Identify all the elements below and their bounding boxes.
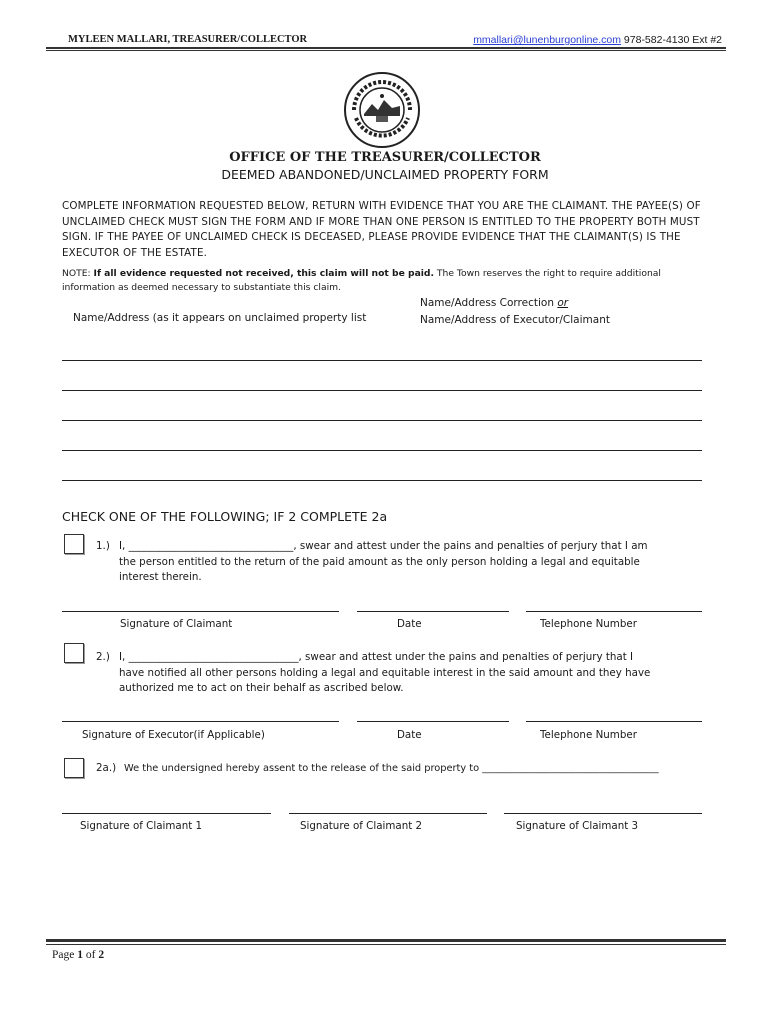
option-2-checkbox[interactable] [64, 643, 84, 663]
correction-label-text: Name/Address Correction [420, 297, 558, 309]
option-1-number: 1.) [96, 540, 110, 552]
check-one-heading: CHECK ONE OF THE FOLLOWING; IF 2 COMPLETE 2a [62, 509, 388, 524]
page-of: of [82, 949, 99, 961]
page-indicator [52, 949, 104, 961]
treasurer-name: MYLEEN MALLARI, TREASURER/COLLECTOR [68, 34, 308, 45]
date-line-1[interactable] [357, 611, 509, 612]
name-address-label: Name/Address (as it appears on unclaimed property list [73, 312, 367, 324]
date-label-1: Date [397, 618, 422, 630]
telephone-line-2[interactable] [526, 721, 702, 722]
option-1-text [119, 539, 719, 586]
or-text: or [557, 297, 569, 309]
claimant-signature-line[interactable] [62, 611, 339, 612]
date-label-2: Date [397, 729, 422, 741]
option-2-line-2: have notified all other persons holding a legal and equitable interest in the said amount and they have [119, 666, 651, 679]
office-title: OFFICE OF THE TREASURER/COLLECTOR [229, 150, 541, 165]
claimant-2-signature-line[interactable] [289, 813, 487, 814]
claimant-3-signature-line[interactable] [504, 813, 702, 814]
claimant-1-signature-line[interactable] [62, 813, 271, 814]
page-number: 1 [77, 949, 83, 961]
option-1-line-3: interest therein. [119, 571, 202, 583]
executor-label: Name/Address of Executor/Claimant [420, 313, 610, 326]
contact-info [473, 34, 722, 46]
signature-of-executor-label: Signature of Executor(if Applicable) [82, 729, 265, 741]
address-line-4[interactable] [62, 450, 702, 451]
date-line-2[interactable] [357, 721, 509, 722]
option-2a-checkbox[interactable] [64, 758, 84, 778]
option-2-line-1: I, _________________________________, swear and attest under the pains and penalties of perjury that I [119, 651, 634, 663]
telephone-label-1: Telephone Number [540, 618, 637, 630]
option-2a-text: We the undersigned hereby assent to the release of the said property to ____________________________________ [124, 763, 659, 774]
footer-rule-thin [46, 944, 726, 945]
note-warning: If all evidence requested not received, this claim will not be paid. [93, 268, 434, 279]
page-total: 2 [98, 949, 105, 961]
option-2-text [119, 650, 719, 697]
option-1-line-2: the person entitled to the return of the paid amount as the only person holding a legal and equitable [119, 555, 640, 568]
option-2-number: 2.) [96, 651, 110, 663]
phone-number: 978-582-4130 Ext #2 [623, 34, 722, 46]
claimant-3-label: Signature of Claimant 3 [516, 820, 639, 832]
correction-label [420, 295, 610, 328]
option-2-line-3: authorized me to act on their behalf as ascribed below. [119, 682, 404, 694]
option-1-checkbox[interactable] [64, 534, 84, 554]
form-title: DEEMED ABANDONED/UNCLAIMED PROPERTY FORM [221, 167, 549, 182]
header-rule [46, 47, 726, 49]
page-prefix: Page [52, 949, 78, 961]
instructions-text: COMPLETE INFORMATION REQUESTED BELOW, RETURN WITH EVIDENCE THAT YOU ARE THE CLAIMANT. THE PAYEE(S) OF UNCLAIMED CHECK MUST SIGN THE FORM AND IF MORE THAN ONE PERSON IS ENTITLED TO THE PROPERTY BOTH MUST SIGN. IF THE PAYEE OF UNCLAIMED CHECK IS DECEASED, PLEASE PROVIDE EVIDENCE THAT THE CLAIMANT(S) IS THE EXECUTOR OF THE ESTATE. [62, 200, 701, 259]
address-line-2[interactable] [62, 390, 702, 391]
claimant-2-label: Signature of Claimant 2 [300, 820, 423, 832]
executor-signature-line[interactable] [62, 721, 339, 722]
address-line-3[interactable] [62, 420, 702, 421]
telephone-label-2: Telephone Number [540, 729, 637, 741]
telephone-line-1[interactable] [526, 611, 702, 612]
note-text [62, 267, 712, 295]
footer-rule [46, 939, 726, 942]
note-rest: The Town reserves the right to require additional information as deemed necessary to substantiate this claim. [62, 268, 661, 293]
address-line-5[interactable] [62, 480, 702, 481]
claimant-1-label: Signature of Claimant 1 [80, 820, 203, 832]
header-rule-thin [46, 50, 726, 51]
address-line-1[interactable] [62, 360, 702, 361]
town-seal-logo [342, 70, 422, 150]
note-prefix: NOTE: [62, 268, 94, 279]
signature-of-claimant-label: Signature of Claimant [120, 618, 233, 630]
email-link[interactable]: mmallari@lunenburgonline.com [473, 34, 621, 46]
option-1-line-1: I, ________________________________, swear and attest under the pains and penalties of perjury that I am [119, 540, 648, 552]
option-2a-number: 2a.) [96, 762, 117, 774]
